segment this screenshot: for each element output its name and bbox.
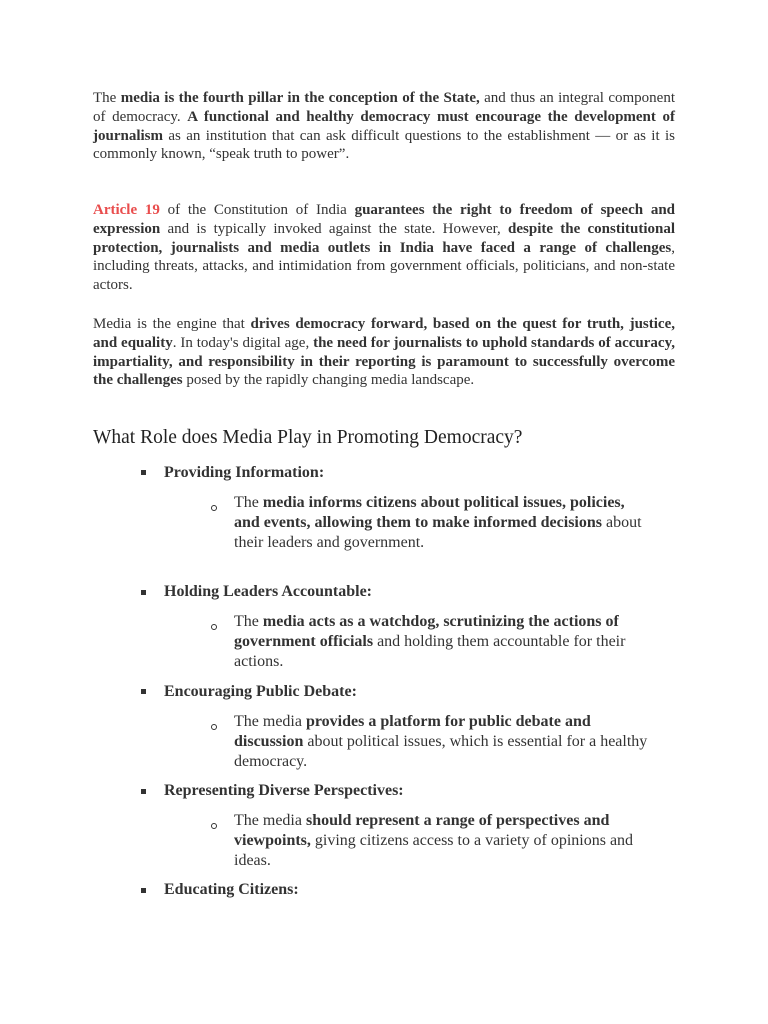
text-run: The [234, 494, 263, 511]
text-run: about political issues, which is essential for a healthy democracy. [234, 733, 648, 770]
text-run: as an institution that can ask difficult questions to the establishment — or as it is commonly known, “speak truth to power”. [93, 127, 675, 163]
bold-run: provides a platform for public debate and discussion [234, 713, 591, 750]
section-heading: What Role does Media Play in Promoting Democracy? [93, 427, 523, 448]
bold-run: A functional and healthy democracy must encourage the development of journalism [93, 108, 675, 144]
circle-bullet-icon [211, 624, 217, 630]
paragraph-article-19 [93, 201, 675, 295]
text-run: and holding them accountable for their actions. [234, 633, 626, 670]
text-run: The [93, 90, 121, 106]
text-run: . In today's digital age, [172, 334, 314, 351]
paragraph-fourth-pillar [93, 89, 675, 164]
text-run: The media [234, 812, 306, 829]
bold-run: drives democracy forward, based on the quest for truth, justice, and equality [93, 316, 675, 351]
bold-run: media informs citizens about political issues, policies, and events, allowing them to make informed decisions [234, 494, 625, 531]
text-run: and thus an integral component of democracy. [93, 90, 675, 125]
square-bullet-icon [141, 888, 146, 893]
sub-bullet-text [234, 493, 654, 553]
text-run: and is typically invoked against the state. However, [160, 220, 509, 237]
circle-bullet-icon [211, 823, 217, 829]
square-bullet-icon [141, 470, 146, 475]
bullet-label: Encouraging Public Debate: [164, 683, 357, 700]
circle-bullet-icon [211, 724, 217, 730]
square-bullet-icon [141, 789, 146, 794]
circle-bullet-icon [211, 505, 217, 511]
bullet-label: Holding Leaders Accountable: [164, 583, 373, 600]
bold-run: guarantees the right to freedom of speech and expression [93, 202, 676, 237]
bullet-label: Providing Information: [164, 464, 325, 481]
text-run: posed by the rapidly changing media landscape. [182, 372, 475, 389]
text-run: The [234, 613, 263, 630]
sub-bullet-text [234, 712, 654, 772]
text-run: Media is the engine that [93, 316, 251, 332]
bold-run: the need for journalists to uphold standards of accuracy, impartiality, and responsibility in their reporting is paramount to successfully overcome the challenges [93, 334, 676, 389]
paragraph-engine-of-democracy [93, 315, 675, 390]
square-bullet-icon [141, 689, 146, 694]
text-run: , including threats, attacks, and intimidation from government officials, politicians, and non-state actors. [93, 239, 675, 294]
text-run: about their leaders and government. [234, 514, 642, 551]
text-run: of the Constitution of India [159, 202, 355, 218]
text-run: The media [234, 713, 306, 730]
bold-run: should represent a range of perspectives and viewpoints, [234, 812, 610, 849]
sub-bullet-text [234, 612, 654, 672]
text-run: giving citizens access to a variety of opinions and ideas. [234, 832, 634, 869]
bold-run: media acts as a watchdog, scrutinizing the actions of government officials [234, 613, 619, 650]
bold-run: despite the constitutional protection, journalists and media outlets in India have faced a range of challenges [93, 220, 675, 256]
bullet-label: Representing Diverse Perspectives: [164, 782, 404, 799]
bold-run: media is the fourth pillar in the conception of the State, [120, 90, 480, 106]
square-bullet-icon [141, 590, 146, 595]
sub-bullet-text [234, 811, 654, 871]
bullet-label: Educating Citizens: [164, 881, 299, 898]
article-19-highlight: Article 19 [93, 202, 160, 218]
